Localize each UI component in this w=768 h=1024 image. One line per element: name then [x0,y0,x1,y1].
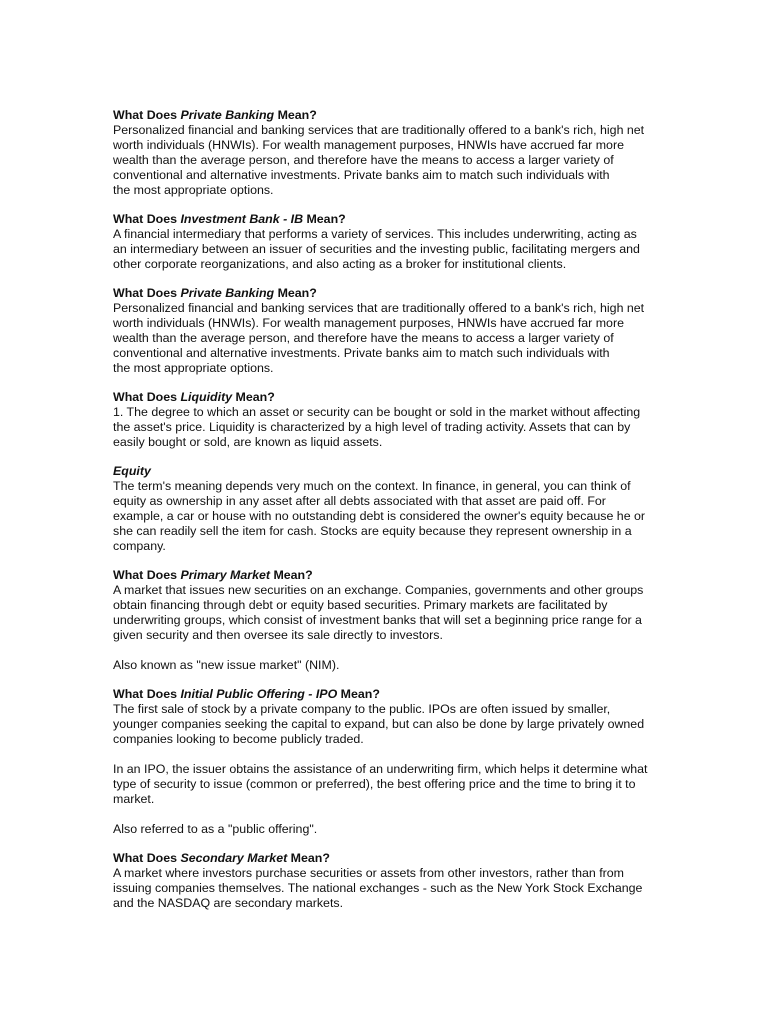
text-line: younger companies seeking the capital to expand, but can also be done by large privately owned [113,717,645,731]
text-line: The first sale of stock by a private company to the public. IPOs are often issued by smaller, [113,702,611,716]
section-heading [113,108,673,123]
heading-prefix: What Does [113,286,181,300]
text-line: Also known as "new issue market" (NIM). [113,658,340,672]
heading-term: Private Banking [180,108,275,122]
text-line: A market that issues new securities on an exchange. Companies, governments and other groups [113,583,644,597]
text-line: The term's meaning depends very much on the context. In finance, in general, you can think of [113,479,631,493]
definition-paragraph [113,405,673,450]
definition-paragraph [113,583,673,643]
paragraph-gap [113,747,673,762]
definition-paragraph [113,762,673,807]
text-line: the asset's price. Liquidity is characterized by a high level of trading activity. Assets that can by [113,420,631,434]
definition-paragraph [113,227,673,272]
heading-term: Secondary Market [180,851,288,865]
text-line: market. [113,792,155,806]
definition-section [113,390,673,450]
definition-section [113,568,673,673]
heading-term: Initial Public Offering - IPO [180,687,338,701]
heading-prefix: What Does [113,212,181,226]
text-line: the most appropriate options. [113,183,274,197]
definition-section [113,687,673,837]
definition-section [113,464,673,554]
heading-suffix: Mean? [270,568,313,582]
paragraph-gap [113,643,673,658]
heading-prefix: What Does [113,687,181,701]
text-line: other corporate reorganizations, and also acting as a broker for institutional clients. [113,257,567,271]
text-line: the most appropriate options. [113,361,274,375]
text-line: conventional and alternative investments. Private banks aim to match such individuals with [113,168,610,182]
heading-term: Liquidity [180,390,233,404]
text-line: company. [113,539,166,553]
text-line: A market where investors purchase securities or assets from other investors, rather than from [113,866,624,880]
text-line: Also referred to as a "public offering". [113,822,318,836]
heading-term: Primary Market [180,568,271,582]
definition-paragraph [113,301,673,376]
heading-prefix: What Does [113,851,181,865]
document-page [113,108,673,925]
text-line: 1. The degree to which an asset or security can be bought or sold in the market without affecting [113,405,641,419]
definition-paragraph [113,822,673,837]
text-line: wealth than the average person, and therefore have the means to access a larger variety of [113,153,614,167]
definition-section [113,108,673,198]
definition-section [113,851,673,911]
text-line: Personalized financial and banking services that are traditionally offered to a bank's rich, high net [113,123,645,137]
definition-paragraph [113,702,673,747]
section-heading [113,687,673,702]
text-line: In an IPO, the issuer obtains the assistance of an underwriting firm, which helps it determine what [113,762,648,776]
text-line: and the NASDAQ are secondary markets. [113,896,344,910]
section-heading [113,390,673,405]
paragraph-gap [113,807,673,822]
text-line: A financial intermediary that performs a variety of services. This includes underwriting, acting as [113,227,637,241]
section-heading [113,464,673,479]
heading-prefix: What Does [113,108,181,122]
text-line: issuing companies themselves. The national exchanges - such as the New York Stock Exchange [113,881,643,895]
text-line: underwriting groups, which consist of investment banks that will set a beginning price range for a [113,613,642,627]
definition-section [113,286,673,376]
text-line: wealth than the average person, and therefore have the means to access a larger variety of [113,331,614,345]
text-line: worth individuals (HNWIs). For wealth management purposes, HNWIs have accrued far more [113,316,624,330]
heading-suffix: Mean? [287,851,330,865]
heading-prefix: What Does [113,390,181,404]
heading-term: Private Banking [180,286,275,300]
section-heading [113,212,673,227]
definition-section [113,212,673,272]
definition-paragraph [113,123,673,198]
definition-paragraph [113,479,673,554]
text-line: equity as ownership in any asset after all debts associated with that asset are paid off. For [113,494,606,508]
section-heading [113,851,673,866]
heading-suffix: Mean? [274,286,317,300]
heading-term: Investment Bank - IB [180,212,304,226]
text-line: worth individuals (HNWIs). For wealth management purposes, HNWIs have accrued far more [113,138,624,152]
heading-suffix: Mean? [232,390,275,404]
text-line: she can readily sell the item for cash. Stocks are equity because they represent ownership in a [113,524,632,538]
text-line: given security and then oversee its sale directly to investors. [113,628,443,642]
text-line: Personalized financial and banking services that are traditionally offered to a bank's rich, high net [113,301,645,315]
definition-paragraph [113,866,673,911]
heading-suffix: Mean? [303,212,346,226]
text-line: an intermediary between an issuer of securities and the investing public, facilitating mergers and [113,242,640,256]
text-line: companies looking to become publicly traded. [113,732,364,746]
text-line: easily bought or sold, are known as liquid assets. [113,435,383,449]
section-heading [113,286,673,301]
definition-paragraph [113,658,673,673]
heading-prefix: What Does [113,568,181,582]
heading-term: Equity [113,464,151,478]
text-line: obtain financing through debt or equity based securities. Primary markets are facilitated by [113,598,608,612]
section-heading [113,568,673,583]
text-line: conventional and alternative investments. Private banks aim to match such individuals with [113,346,610,360]
text-line: type of security to issue (common or preferred), the best offering price and the time to bring it to [113,777,636,791]
heading-suffix: Mean? [337,687,380,701]
text-line: example, a car or house with no outstanding debt is considered the owner's equity because he or [113,509,646,523]
heading-suffix: Mean? [274,108,317,122]
